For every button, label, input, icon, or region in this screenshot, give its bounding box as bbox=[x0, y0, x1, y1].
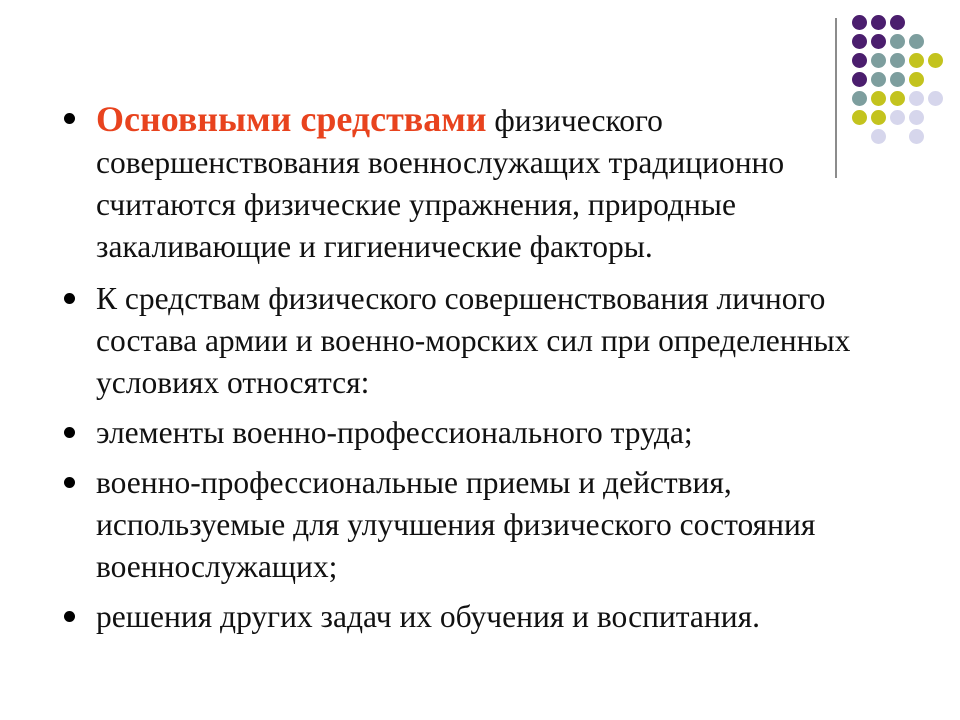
decorative-dot bbox=[871, 53, 886, 68]
decorative-dot bbox=[852, 53, 867, 68]
decorative-dot bbox=[871, 34, 886, 49]
decorative-dot bbox=[852, 15, 867, 30]
slide-content bbox=[60, 98, 880, 646]
bullet-text: элементы военно-профессионального труда; bbox=[96, 415, 693, 450]
decorative-dot bbox=[890, 110, 905, 125]
bullet-text: решения других задач их обучения и воспитания. bbox=[96, 599, 760, 634]
bullet-text: К средствам физического совершенствования личного состава армии и военно-морских сил при определенных условиях относятся: bbox=[96, 281, 851, 400]
bullet-list bbox=[60, 98, 880, 638]
decorative-dot bbox=[909, 72, 924, 87]
decorative-dot bbox=[890, 34, 905, 49]
decorative-dot bbox=[852, 72, 867, 87]
decorative-dot bbox=[852, 34, 867, 49]
decorative-dot bbox=[909, 91, 924, 106]
decorative-dot bbox=[909, 53, 924, 68]
bullet-dot-icon bbox=[64, 427, 75, 438]
decorative-dot bbox=[890, 72, 905, 87]
bullet-item-4 bbox=[60, 462, 880, 588]
bullet-dot-icon bbox=[64, 611, 75, 622]
bullet-text: военно-профессиональные приемы и действия, используемые для улучшения физического состояния военнослужащих; bbox=[96, 465, 816, 584]
decorative-dot bbox=[871, 15, 886, 30]
decorative-dot bbox=[871, 72, 886, 87]
decorative-dot bbox=[909, 34, 924, 49]
bullet-item-5 bbox=[60, 596, 880, 638]
bullet-dot-icon bbox=[64, 477, 75, 488]
bullet-text: физического совершенствования военнослужащих традиционно считаются физические упражнения, природные закаливающие и гигиенические факторы. bbox=[96, 103, 785, 264]
bullet-dot-icon bbox=[64, 113, 75, 124]
bullet-item-3 bbox=[60, 412, 880, 454]
decorative-dot bbox=[890, 53, 905, 68]
decorative-dot bbox=[890, 15, 905, 30]
bullet-dot-icon bbox=[64, 293, 75, 304]
decorative-dot bbox=[890, 91, 905, 106]
decorative-dot bbox=[909, 129, 924, 144]
decorative-dot bbox=[909, 110, 924, 125]
bullet-item-1 bbox=[60, 98, 880, 268]
decorative-dot bbox=[928, 91, 943, 106]
bullet-item-2 bbox=[60, 278, 880, 404]
decorative-dot bbox=[928, 53, 943, 68]
emphasis-text: Основными средствами bbox=[96, 99, 487, 139]
